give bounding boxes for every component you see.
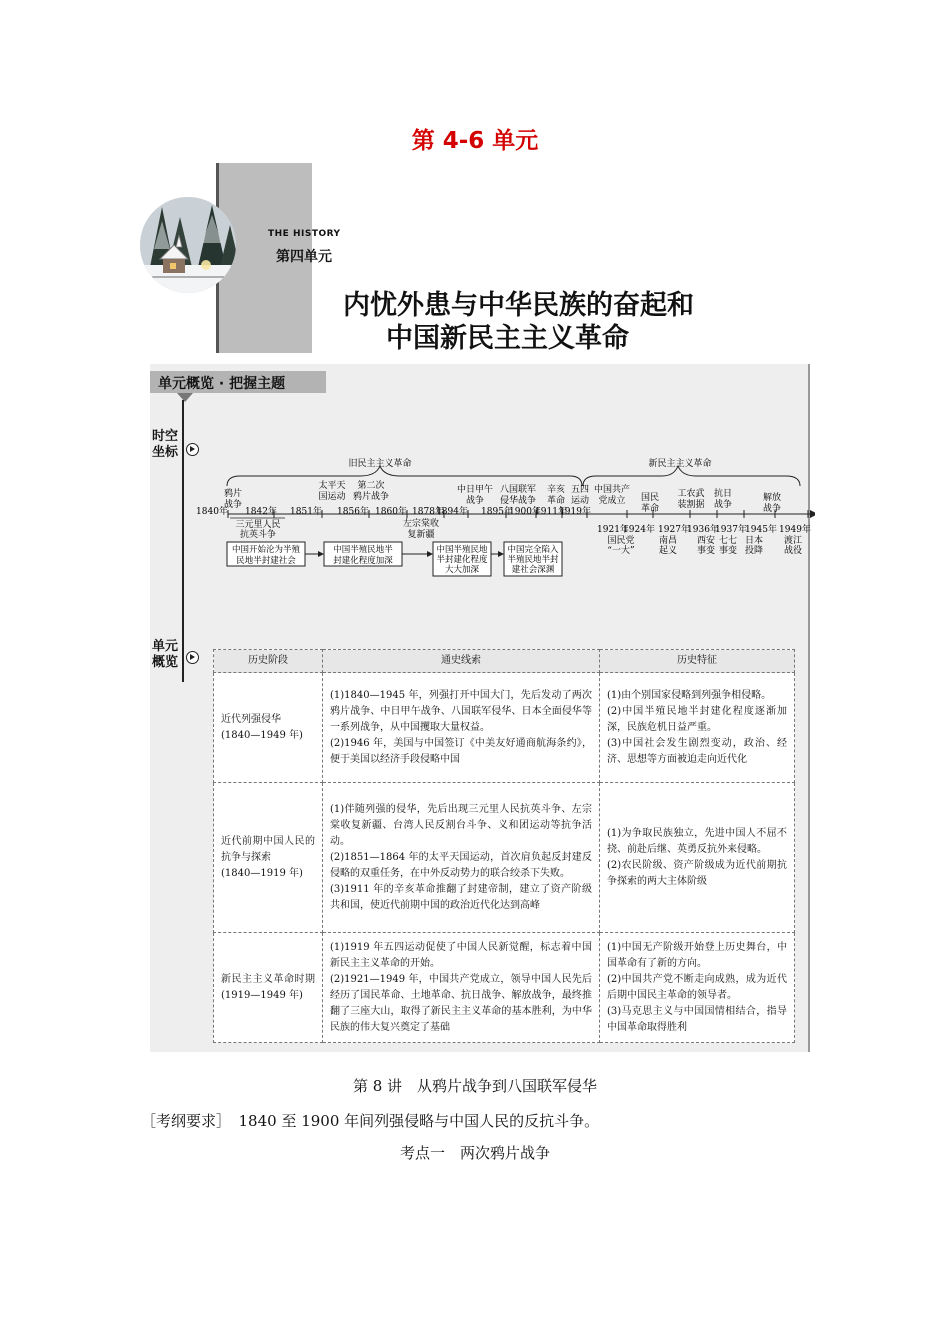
year-label: 1911年 <box>535 507 567 517</box>
stage-cell <box>214 933 323 1043</box>
the-history-tag: THE HISTORY <box>268 229 341 239</box>
event-label: 西安 <box>696 536 716 546</box>
features-cell <box>600 673 795 783</box>
clue-text: (2)1921—1949 年，中国共产党成立，领导中国人民先后经历了国民革命、土地革命、抗日战争、解放战争，最终推翻了三座大山，取得了新民主主义革命的基本胜利，为中华民族的伟大复兴奠定了基础 <box>330 973 592 1033</box>
flow-arrow-head-icon <box>427 551 433 557</box>
event-label: 革命 <box>546 496 566 506</box>
bracket-old-label: 旧民主主义革命 <box>348 459 412 469</box>
event-label: 八国联军 <box>499 485 537 495</box>
event-label: 装割据 <box>677 500 705 510</box>
exam-requirement: ［考纲要求］ 1840 至 1900 年间列强侵略与中国人民的反抗斗争。 <box>141 1112 600 1130</box>
event-label: “一大” <box>607 546 635 556</box>
side-label-line: 时空 <box>152 429 179 444</box>
year-label: 1900年 <box>509 507 541 517</box>
year-label: 1894年 <box>436 507 468 517</box>
lecture-title: 第 8 讲 从鸦片战争到八国联军侵华 <box>352 1077 598 1095</box>
year-label: 1878年 <box>412 507 444 517</box>
clues-cell <box>323 783 600 933</box>
event-label: 中国共产 <box>593 485 631 495</box>
unit-title-line-2: 中国新民主主义革命 <box>386 323 629 354</box>
table-header-row <box>214 650 795 673</box>
heading-arrow-icon <box>177 393 193 402</box>
event-label: 第二次 <box>357 481 385 491</box>
play-circle-icon <box>186 651 199 664</box>
axis-arrow-icon <box>810 510 815 518</box>
table-row <box>214 673 795 783</box>
stage-box-text: 中国半殖民地 <box>436 545 488 555</box>
year-label: 1860年 <box>375 507 407 517</box>
event-label: 三元里人民 <box>235 520 281 530</box>
event-label: 国民 <box>640 493 660 503</box>
event-label: 南昌 <box>658 536 678 546</box>
features-cell <box>600 933 795 1043</box>
clue-text: (2)1851—1864 年的太平天国运动，首次肩负起反封建反侵略的双重任务，在中外反动势力的联合绞杀下失败。 <box>330 851 592 879</box>
side-label-line: 概览 <box>152 655 179 670</box>
event-label: 革命 <box>640 504 660 514</box>
clues-cell <box>323 933 600 1043</box>
feature-text: (1)中国无产阶级开始登上历史舞台，中国革命有了新的方向。 <box>607 941 787 969</box>
year-label: 1895年 <box>481 507 513 517</box>
year-label: 1842年 <box>245 507 277 517</box>
year-label: 1840年 <box>196 507 228 517</box>
feature-text: (3)中国社会发生剧烈变动，政治、经济、思想等方面被迫走向近代化 <box>607 737 787 765</box>
document-title: 第 4-6 单元 <box>411 128 539 154</box>
year-label: 1927年 <box>658 525 690 535</box>
event-label: 事变 <box>696 546 716 556</box>
exam-point-title: 考点一 两次鸦片战争 <box>399 1144 550 1162</box>
table-side-label <box>152 639 178 671</box>
bracket-old <box>227 466 582 486</box>
event-label: 战役 <box>783 546 803 556</box>
stage-box-text: 半封建化程度 <box>436 555 488 565</box>
event-label: 党成立 <box>598 496 626 506</box>
year-label: 1936年 <box>687 525 719 535</box>
event-label: 鸦片战争 <box>352 492 390 502</box>
event-label: 战争 <box>762 504 782 514</box>
event-label: 中日甲午 <box>456 485 494 495</box>
flow-arrow-head-icon <box>498 551 504 557</box>
event-label: 国民党 <box>607 536 635 546</box>
clue-text: (1)1840—1945 年，列强打开中国大门，先后发动了两次鸦片战争、中日甲午战争、八国联军侵华、日本全面侵华等一系列战争，从中国攫取大量权益。 <box>330 689 592 733</box>
year-label: 1919年 <box>559 507 591 517</box>
overview-heading <box>150 371 326 393</box>
event-label: 工农武 <box>677 489 705 499</box>
event-label: 左宗棠收 <box>402 519 440 529</box>
event-label: 战争 <box>713 500 733 510</box>
clue-text: (2)1946 年，美国与中国签订《中美友好通商航海条约》，便于美国以经济手段侵略中国 <box>330 737 592 765</box>
clues-cell <box>323 673 600 783</box>
event-label: 抗英斗争 <box>239 530 277 540</box>
stage-box-text: 封建化程度加深 <box>333 556 393 566</box>
table-header: 历史特征 <box>600 650 795 673</box>
stage-text: 近代列强侵华 <box>221 713 281 725</box>
timeline-graphic <box>150 452 815 582</box>
feature-text: (2)中国半殖民地半封建化程度逐渐加深，民族危机日益严重。 <box>607 705 787 733</box>
stage-box-text: 民地半封建社会 <box>236 556 296 566</box>
event-label: 鸦片 <box>223 489 243 499</box>
year-label: 1949年 <box>779 525 811 535</box>
event-label: 事变 <box>718 546 738 556</box>
stage-cell <box>214 673 323 783</box>
stage-box-text: 半殖民地半封 <box>507 555 559 565</box>
flow-arrow-head-icon <box>318 551 324 557</box>
stage-box-text: 建社会深渊 <box>511 565 555 575</box>
event-label: 战争 <box>223 500 243 510</box>
unit-overview-table <box>213 649 795 1043</box>
side-label-line: 单元 <box>152 639 179 654</box>
event-label: 辛亥 <box>546 485 566 495</box>
feature-text: (2)中国共产党不断走向成熟，成为近代后期中国民主革命的领导者。 <box>607 973 787 1001</box>
side-label-line: 坐标 <box>152 445 179 460</box>
year-label: 1924年 <box>623 525 655 535</box>
event-label: 渡江 <box>783 536 803 546</box>
event-label: 抗日 <box>713 489 733 499</box>
stage-text: 近代前期中国人民的抗争与探索 <box>221 835 315 863</box>
clue-text: (1)1919 年五四运动促使了中国人民新觉醒，标志着中国新民主主义革命的开始。 <box>330 941 592 969</box>
stage-boxes <box>227 542 562 576</box>
feature-text: (2)农民阶级、资产阶级成为近代前期抗争探索的两大主体阶级 <box>607 859 787 887</box>
event-label: 五四 <box>570 485 590 495</box>
event-label: 日本 <box>744 536 764 546</box>
year-label: 1856年 <box>337 507 369 517</box>
event-label: 战争 <box>465 496 485 506</box>
features-cell <box>600 783 795 933</box>
overview-heading-text: 单元概览 · 把握主题 <box>158 376 286 392</box>
stage-box-text: 大大加深 <box>444 565 480 575</box>
stage-box-text: 中国半殖民地半 <box>333 545 393 555</box>
event-label: 复新疆 <box>407 530 435 540</box>
year-label: 1945年 <box>745 525 777 535</box>
feature-text: (3)马克思主义与中国国情相结合，指导中国革命取得胜利 <box>607 1005 787 1033</box>
event-label: 太平天 <box>318 481 346 491</box>
event-label: 起义 <box>658 546 678 556</box>
stage-text: 新民主主义革命时期(1919—1949 年) <box>221 973 315 1001</box>
feature-text: (1)为争取民族独立，先进中国人不屈不挠、前赴后继、英勇反抗外来侵略。 <box>607 827 787 855</box>
stage-text: (1840—1919 年) <box>221 867 303 879</box>
clue-text: (1)伴随列强的侵华，先后出现三元里人民抗英斗争、左宗棠收复新疆、台湾人民反割台斗争、义和团运动等抗争活动。 <box>330 803 592 847</box>
year-label: 1851年 <box>290 507 322 517</box>
event-label: 解放 <box>762 493 782 503</box>
table-header: 通史线索 <box>323 650 600 673</box>
stage-box-text: 中国完全陷入 <box>507 545 559 555</box>
table-row <box>214 933 795 1043</box>
stage-text: (1840—1949 年) <box>221 729 303 741</box>
unit-number: 第四单元 <box>276 249 332 265</box>
event-label: 国运动 <box>318 492 346 502</box>
event-label: 侵华战争 <box>499 496 537 506</box>
table-row <box>214 783 795 933</box>
year-label: 1937年 <box>715 525 747 535</box>
feature-text: (1)由个别国家侵略到列强争相侵略。 <box>607 689 772 701</box>
unit-title-line-1: 内忧外患与中华民族的奋起和 <box>343 290 694 321</box>
table-header: 历史阶段 <box>214 650 323 673</box>
event-label: 投降 <box>744 546 764 556</box>
winter-cabin-photo <box>140 197 236 293</box>
event-label: 运动 <box>570 496 590 506</box>
stage-box-text: 中国开始沦为半殖 <box>231 545 301 555</box>
year-label: 1921年 <box>597 525 629 535</box>
event-label: 七七 <box>718 536 738 546</box>
stage-cell <box>214 783 323 933</box>
clue-text: (3)1911 年的辛亥革命推翻了封建帝制，建立了资产阶级共和国，使近代前期中国的政治近代化达到高峰 <box>330 883 592 911</box>
bracket-new <box>583 466 800 486</box>
bracket-new-label: 新民主主义革命 <box>648 459 712 469</box>
